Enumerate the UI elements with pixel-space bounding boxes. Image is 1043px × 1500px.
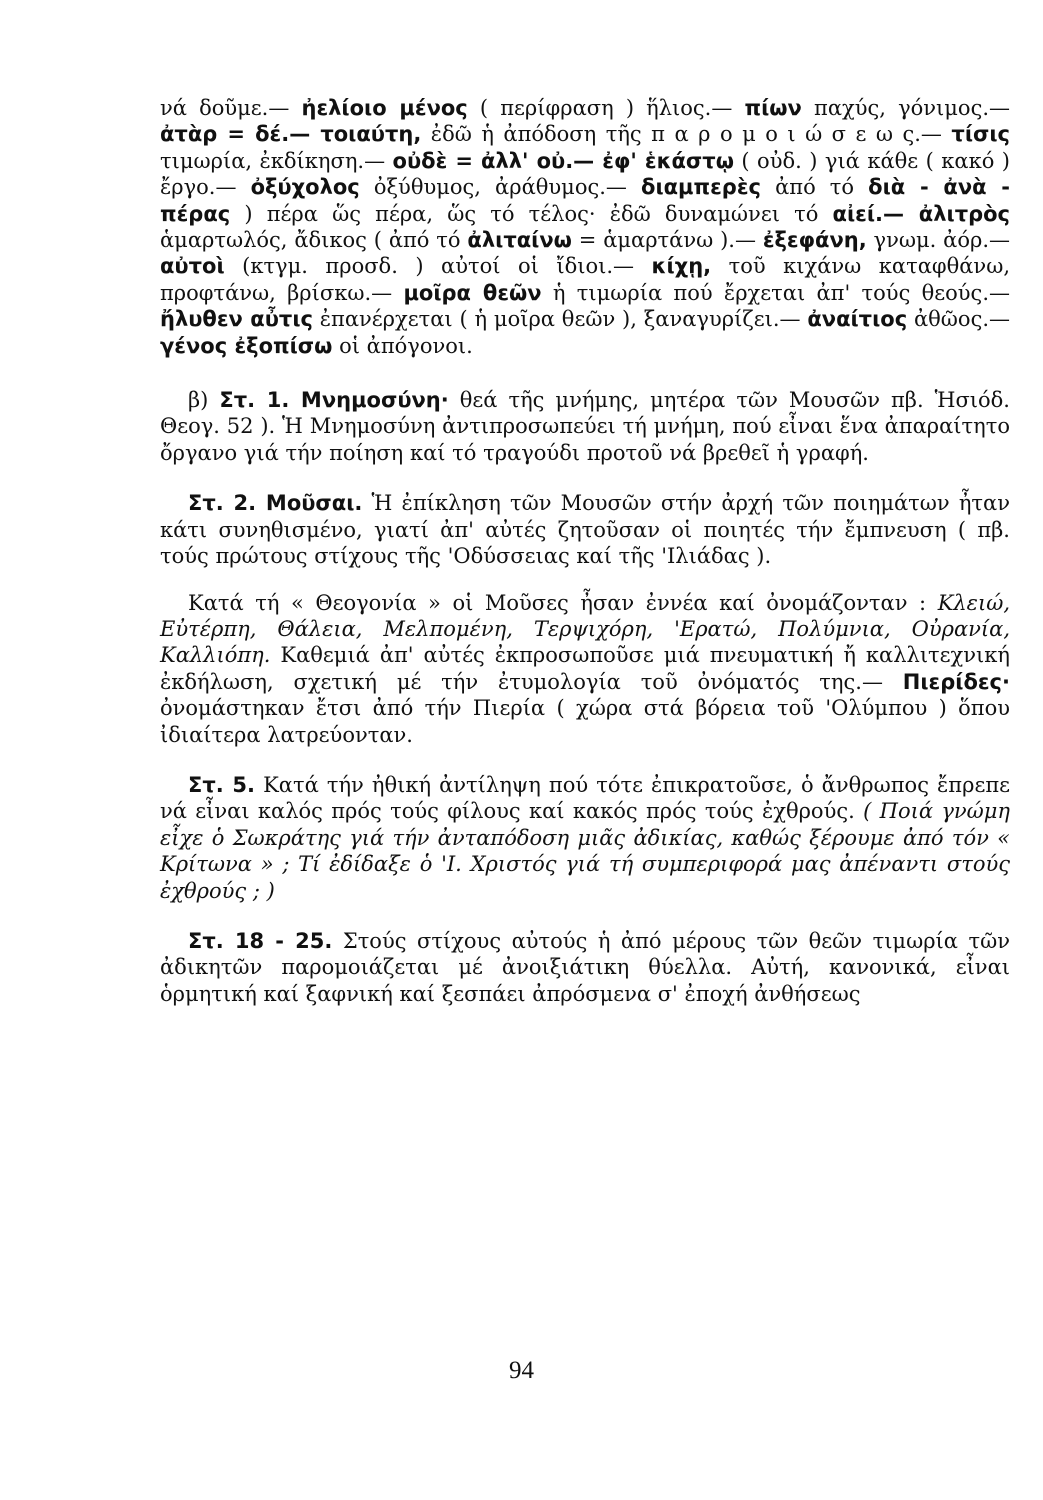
text-segment: ὀνομάστηκαν ἔτσι ἀπό τήν Πιερία ( χώρα στά βόρεια τοῦ 'Ολύμπου ) ὅπου ἰδιαίτερα λατρεύονταν.: [160, 696, 1010, 747]
paragraph-verse-2-muses: [160, 490, 1010, 569]
text-segment: οἱ ἀπόγονοι.: [332, 333, 473, 358]
text-segment: γνωμ. ἀόρ.—: [866, 228, 1010, 253]
bold-term: Στ. 2. Μοῦσαι.: [188, 491, 363, 516]
text-segment: β): [188, 388, 220, 413]
text-segment: ἐδῶ ἡ ἀπόδοση τῆς π α ρ ο μ ο ι ώ σ ε ω ς.—: [421, 122, 952, 147]
bold-term: πίων: [744, 96, 802, 120]
bold-term: ἠελίοιο μένος: [301, 96, 468, 120]
text-segment: Κατά τή « Θεογονία » οἱ Μοῦσες ἦσαν ἐννέα καί ὀνομάζονταν :: [188, 590, 938, 615]
page-body: [160, 95, 1010, 1007]
text-segment: Ἡ ἐπίκληση τῶν Μουσῶν στήν ἀρχή τῶν ποιημάτων ἦταν κάτι συνηθισμένο, γιατί ἀπ' αὐτές ζητοῦσαν οἱ ποιητές τήν ἔμπνευση ( πβ. τούς πρώτους στίχους τῆς 'Οδύσσειας καί τῆς 'Ιλιάδας ).: [160, 491, 1010, 569]
text-segment: παχύς, γόνιμος.—: [801, 96, 1011, 120]
text-segment: ἐπανέρχεται ( ἡ μοῖρα θεῶν ), ξαναγυρίζει.—: [312, 307, 808, 332]
italic-text: Κλειώ, Εὐτέρπη, Θάλεια, Μελπομένη, Τερψιχόρη, 'Ερατώ, Πολύμνια, Οὐρανία, Καλλιόπη.: [160, 590, 1010, 668]
bold-term: ἀναίτιος: [807, 307, 908, 332]
bold-term: ὀξύχολος: [250, 175, 360, 200]
text-segment: ) πέρα ὥς πέρα, ὥς τό τέλος· ἐδῶ δυναμώνει τό: [230, 201, 833, 226]
bold-term: ἤλυθεν αὖτις: [160, 307, 313, 332]
bold-term: αὐτοὶ: [160, 254, 225, 279]
text-segment: ὀξύθυμος, ἀράθυμος.—: [359, 175, 642, 200]
text-segment: Στούς στίχους αὐτούς ἡ ἀπό μέρους τῶν θεῶν τιμωρία τῶν ἀδικητῶν παρομοιάζεται μέ ἀνοιξιάτικη θύελλα. Αὐτή, κανονικά, εἶναι ὁρμητική καί ξαφνική καί ξεσπάει ἀπρόσμενα σ' ἐποχή ἀνθήσεως: [160, 928, 1010, 1006]
text-segment: (κτγμ. προσδ. ) αὐτοί οἱ ἴδιοι.—: [224, 254, 652, 279]
bold-term: τίσις: [951, 122, 1010, 147]
paragraph-verse-18-25: [160, 928, 1010, 1007]
text-segment: ἡ τιμωρία πού ἔρχεται ἀπ' τούς θεούς.—: [541, 280, 1010, 305]
bold-term: γένος ἐξοπίσω: [160, 333, 333, 358]
bold-term: Πιερίδες·: [902, 669, 1010, 694]
paragraph-verse-5: [160, 772, 1010, 904]
bold-term: κίχῃ,: [651, 254, 712, 279]
bold-term: Στ. 1. Μνημοσύνη·: [219, 388, 449, 413]
bold-term: διαμπερὲς: [641, 175, 761, 200]
paragraph-b-mnemosyne: [160, 387, 1010, 466]
text-segment: Κατά τήν ἠθική ἀντίληψη πού τότε ἐπικρατοῦσε, ὁ ἄνθρωπος ἔπρεπε νά εἶναι καλός πρός τούς φίλους καί κακός πρός τούς ἐχθρούς.: [160, 772, 1010, 824]
bold-term: Στ. 5.: [188, 772, 256, 797]
text-segment: ( περίφραση ) ἥλιος.—: [467, 96, 745, 120]
text-segment: ἀπό τό: [760, 175, 869, 200]
text-segment: ἀθῶος.—: [907, 307, 1011, 332]
bold-term: οὐδὲ = ἀλλ' οὐ.— ἐφ' ἑκάστῳ: [392, 148, 734, 173]
paragraph-theogony-muses: [160, 590, 1010, 748]
bold-term: Στ. 18 - 25.: [188, 928, 333, 953]
text-segment: τιμωρία, ἐκδίκηση.—: [160, 148, 393, 173]
bold-term: ἐξεφάνη,: [762, 228, 867, 253]
text-segment: Καθεμιά ἀπ' αὐτές ἐκπροσωποῦσε μιά πνευματική ἤ καλλιτεχνική ἐκδήλωση, σχετική μέ τήν ἐτυμολογία τοῦ ὀνόματός της.—: [160, 643, 1010, 694]
bold-term: αἰεί.— ἀλιτρὸς: [832, 201, 1010, 226]
text-segment: ( οὐδ. ) γιά κάθε ( κακό ) ἔργο.—: [160, 148, 1010, 200]
text-segment: ἁμαρτωλός, ἄδικος ( ἀπό τό: [160, 228, 468, 253]
text-segment: = ἁμαρτάνω ).—: [571, 228, 763, 253]
bold-term: μοῖρα θεῶν: [403, 280, 542, 305]
glossary-notes: [160, 95, 1010, 359]
text-segment: θεά τῆς μνήμης, μητέρα τῶν Μουσῶν πβ. Ἡσιόδ. Θεογ. 52 ). Ἡ Μνημοσύνη ἀντιπροσωπεύει τή μνήμη, πού εἶναι ἕνα ἀπαραίτητο ὄργανο γιά τήν ποίηση καί τό τραγούδι προτοῦ νά βρεθεῖ ἡ γραφή.: [160, 388, 1010, 465]
italic-text: ( Ποιά γνώμη εἶχε ὁ Σωκράτης γιά τήν ἀνταπόδοση μιᾶς ἀδικίας, καθώς ξέρουμε ἀπό τόν « Κρίτωνα » ; Τί ἐδίδαξε ὁ 'Ι. Χριστός γιά τή συμπεριφορά μας ἀπέναντι στούς ἐχθρούς ; ): [160, 799, 1010, 903]
text-segment: νά δοῦμε.—: [160, 96, 302, 120]
page-number: 94: [509, 1357, 534, 1384]
text-segment: τοῦ κιχάνω καταφθάνω, προφτάνω, βρίσκω.—: [160, 254, 1010, 305]
bold-term: ἀλιταίνω: [467, 228, 572, 253]
bold-term: ἀτὰρ = δέ.— τοιαύτη,: [160, 122, 422, 147]
bold-term: διὰ - ἀνὰ - πέρας: [160, 175, 1011, 226]
